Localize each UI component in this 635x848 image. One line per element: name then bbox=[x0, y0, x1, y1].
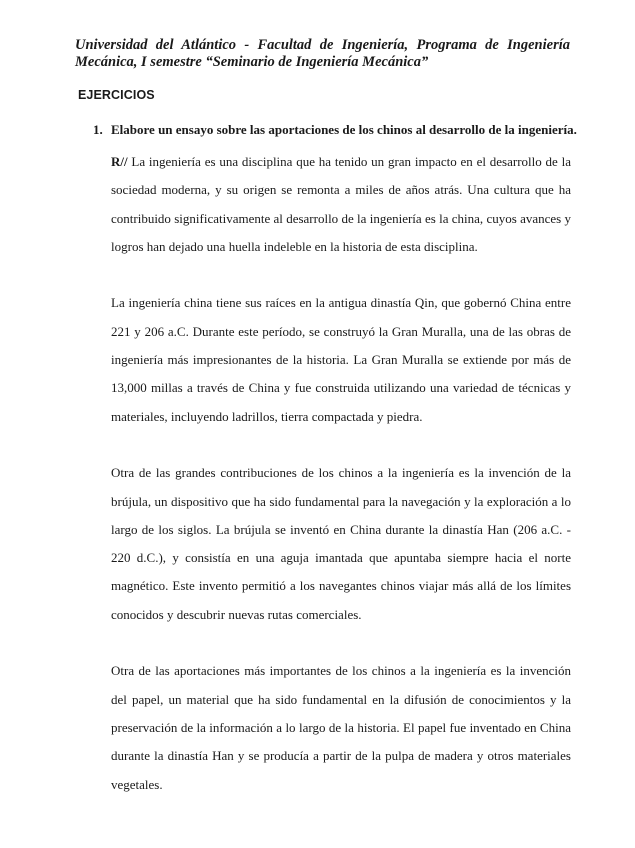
paragraph-text: Otra de las grandes contribuciones de los chinos a la ingeniería es la invención de la brújula, un dispositivo que ha sido fundamental para la navegación y la exploración a lo largo de los siglos. La brújula se inventó en China durante la dinastía Han (206 a.C. - 220 d.C.), y consistía en una aguja imantada que apuntaba siempre hacia el norte magnético. Este invento permitió a los navegantes chinos viajar más allá de los límites conocidos y descubrir nuevas rutas comerciales. bbox=[111, 465, 571, 622]
answer-paragraph-1 bbox=[111, 148, 571, 261]
paragraph-text: Otra de las aportaciones más importantes de los chinos a la ingeniería es la invención del papel, un material que ha sido fundamental en la difusión de conocimientos y la preservación de la información a lo largo de la historia. El papel fue inventado en China durante la dinastía Han y se producía a partir de la pulpa de madera y otros materiales vegetales. bbox=[111, 663, 571, 792]
question-text: Elabore un ensayo sobre las aportaciones de los chinos al desarrollo de la ingeniería. bbox=[111, 122, 577, 137]
answer-paragraph-2 bbox=[111, 289, 571, 430]
question-item bbox=[93, 122, 577, 138]
question-number: 1. bbox=[93, 122, 103, 137]
answer-paragraph-4 bbox=[111, 657, 571, 798]
answer-body bbox=[111, 148, 571, 799]
paragraph-text: La ingeniería china tiene sus raíces en la antigua dinastía Qin, que gobernó China entre 221 y 206 a.C. Durante este período, se construyó la Gran Muralla, una de las obras de ingeniería más impresionantes de la historia. La Gran Muralla se extiende por más de 13,000 millas a través de China y fue construida utilizando una variedad de técnicas y materiales, incluyendo ladrillos, tierra compactada y piedra. bbox=[111, 295, 571, 424]
paragraph-text: La ingeniería es una disciplina que ha tenido un gran impacto en el desarrollo de la sociedad moderna, y su origen se remonta a miles de años atrás. Una cultura que ha contribuido significativamente al desarrollo de la ingeniería es la china, cuyos avances y logros han dejado una huella indeleble en la historia de esta disciplina. bbox=[111, 154, 571, 254]
answer-label: R// bbox=[111, 154, 128, 169]
section-title: EJERCICIOS bbox=[78, 88, 155, 102]
document-header: Universidad del Atlántico - Facultad de Ingeniería, Programa de Ingeniería Mecánica, I semestre “Seminario de Ingeniería Mecánica” bbox=[75, 37, 570, 70]
answer-paragraph-3 bbox=[111, 459, 571, 629]
